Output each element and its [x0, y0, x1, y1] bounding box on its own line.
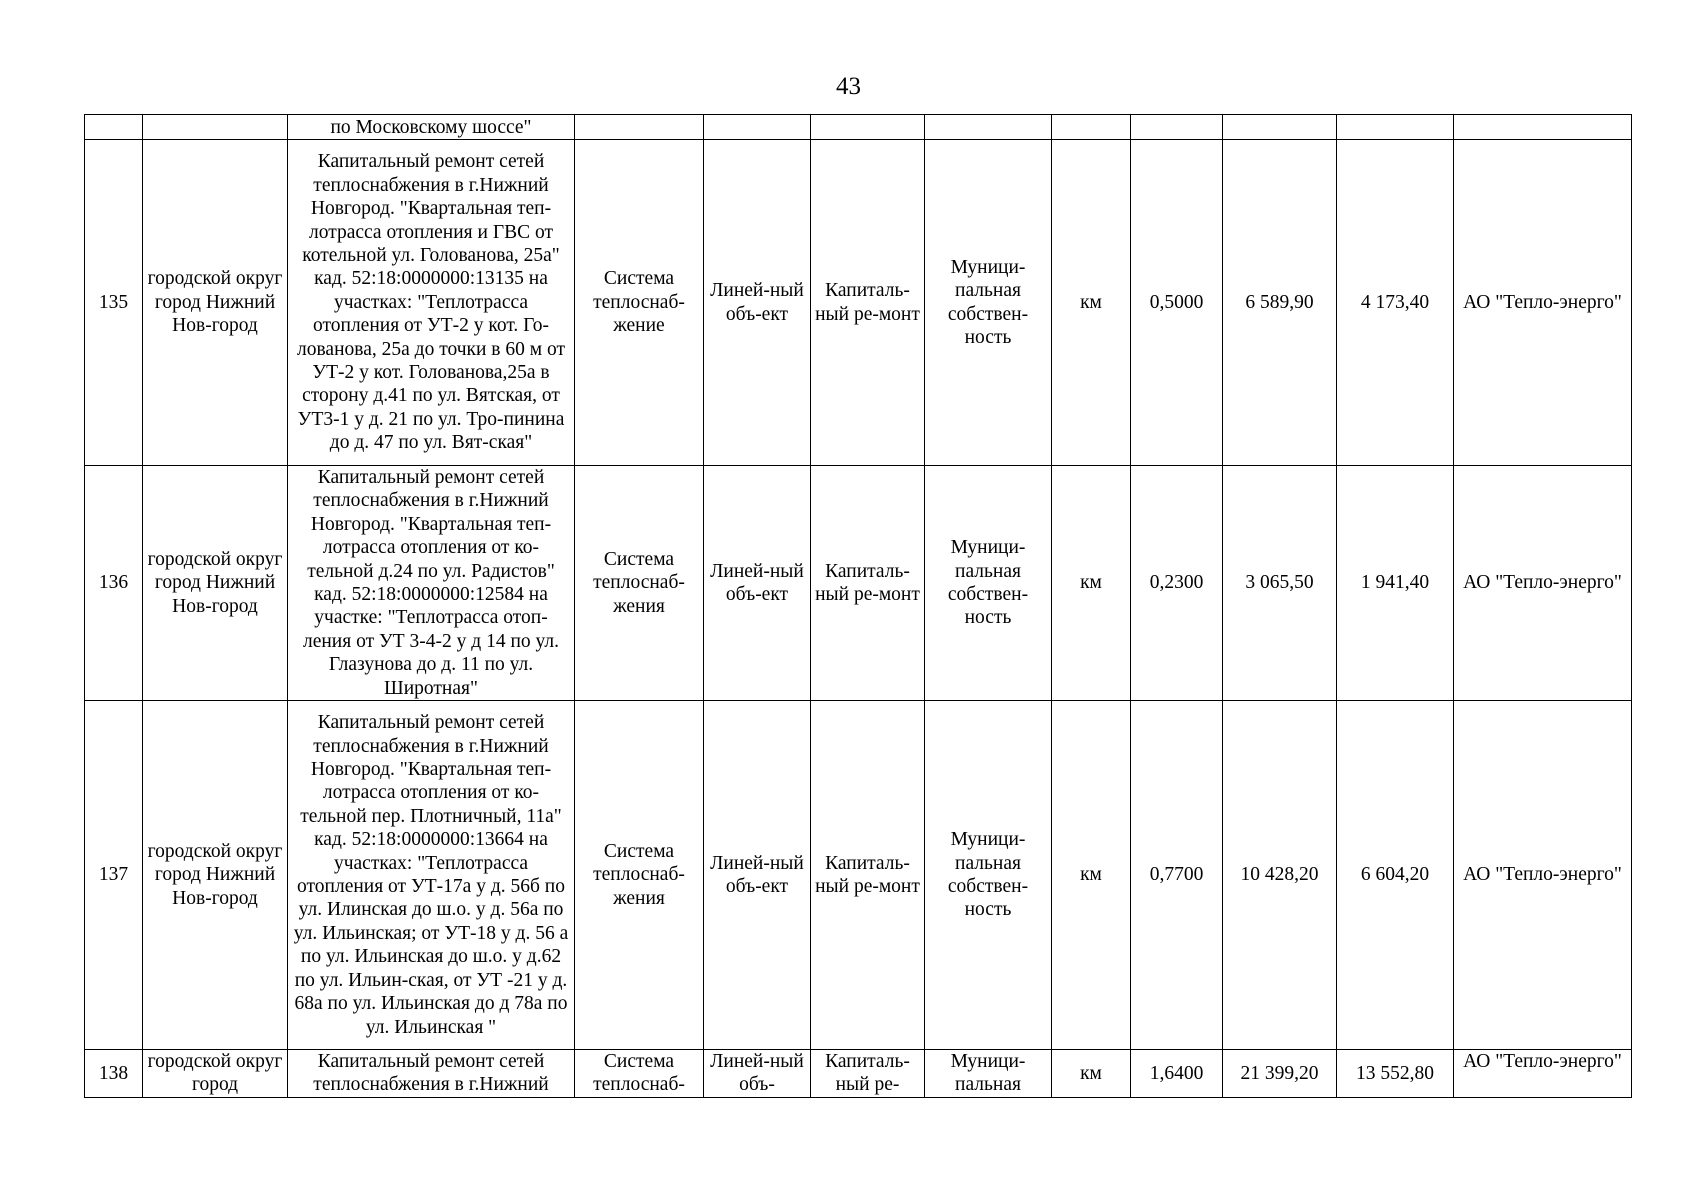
cell-territory: городской округ город Нижний Нов-город [143, 701, 288, 1050]
table-row [85, 701, 1632, 1050]
cell-system: Система теплоснаб-жения [575, 466, 704, 701]
cell-operator: АО "Тепло-энерго" [1454, 140, 1632, 466]
cell-object-type: Линей-ный объ-ект [704, 140, 811, 466]
table-row-continuation [85, 115, 1632, 140]
cell-operator [1454, 115, 1632, 140]
cell-operator: АО "Тепло-энерго" [1454, 1050, 1632, 1098]
cell-unit: км [1052, 140, 1131, 466]
cell-ownership: Муници-пальная собствен-ность [925, 140, 1052, 466]
cell-ownership: Муници-пальная собствен-ность [925, 701, 1052, 1050]
cell-cost-total [1223, 115, 1337, 140]
cell-length [1131, 115, 1223, 140]
cell-length: 0,7700 [1131, 701, 1223, 1050]
cell-cost-total: 6 589,90 [1223, 140, 1337, 466]
table-row [85, 140, 1632, 466]
cell-work-type: Капиталь-ный ре- [811, 1050, 925, 1098]
cell-work-type: Капиталь-ный ре-монт [811, 140, 925, 466]
cell-work-type: Капиталь-ный ре-монт [811, 701, 925, 1050]
cell-unit [1052, 115, 1131, 140]
cell-length: 0,2300 [1131, 466, 1223, 701]
cell-system: Система теплоснаб- [575, 1050, 704, 1098]
cell-system: Система теплоснаб-жения [575, 701, 704, 1050]
cell-num: 135 [85, 140, 143, 466]
cell-cost-2 [1337, 115, 1454, 140]
cell-work-type: Капиталь-ный ре-монт [811, 466, 925, 701]
table-row [85, 1050, 1632, 1098]
cell-cost-2: 1 941,40 [1337, 466, 1454, 701]
cell-ownership: Муници-пальная собствен-ность [925, 466, 1052, 701]
cell-description: по Московскому шоссе" [288, 115, 575, 140]
table-row [85, 466, 1632, 701]
cell-cost-total: 3 065,50 [1223, 466, 1337, 701]
cell-object-type: Линей-ный объ-ект [704, 701, 811, 1050]
cell-cost-total: 21 399,20 [1223, 1050, 1337, 1098]
cell-num: 137 [85, 701, 143, 1050]
cell-cost-2: 6 604,20 [1337, 701, 1454, 1050]
cell-territory: городской округ город Нижний Нов-город [143, 466, 288, 701]
cell-ownership: Муници-пальная [925, 1050, 1052, 1098]
cell-system [575, 115, 704, 140]
cell-cost-2: 13 552,80 [1337, 1050, 1454, 1098]
investment-program-table [84, 114, 1632, 1098]
cell-territory: городской округ город [143, 1050, 288, 1098]
cell-work-type [811, 115, 925, 140]
cell-object-type [704, 115, 811, 140]
cell-length: 0,5000 [1131, 140, 1223, 466]
page-number: 43 [836, 73, 861, 100]
cell-operator: АО "Тепло-энерго" [1454, 466, 1632, 701]
cell-description: Капитальный ремонт сетей теплоснабжения в г.Нижний Новгород. "Квартальная теп-лотрасса отопления от ко-тельной д.24 по ул. Радистов" кад. 52:18:0000000:12584 на участке: "Теплотрасса отоп-ления от УТ 3-4-2 у д 14 по ул. Глазунова до д. 11 по ул. Широтная" [288, 466, 575, 701]
cell-unit: км [1052, 466, 1131, 701]
cell-length: 1,6400 [1131, 1050, 1223, 1098]
cell-cost-2: 4 173,40 [1337, 140, 1454, 466]
cell-description: Капитальный ремонт сетей теплоснабжения в г.Нижний Новгород. "Квартальная теп-лотрасса отопления и ГВС от котельной ул. Голованова, 25а" кад. 52:18:0000000:13135 на участках: "Теплотрасса отопления от УТ-2 у кот. Го-лованова, 25а до точки в 60 м от УТ-2 у кот. Голованова,25а в сторону д.41 по ул. Вятская, от УТ3-1 у д. 21 по ул. Тро-пинина до д. 47 по ул. Вят-ская" [288, 140, 575, 466]
cell-num: 136 [85, 466, 143, 701]
cell-territory: городской округ город Нижний Нов-город [143, 140, 288, 466]
cell-unit: км [1052, 701, 1131, 1050]
cell-description: Капитальный ремонт сетей теплоснабжения в г.Нижний [288, 1050, 575, 1098]
cell-object-type: Линей-ный объ-ект [704, 466, 811, 701]
cell-object-type: Линей-ный объ- [704, 1050, 811, 1098]
cell-num: 138 [85, 1050, 143, 1098]
cell-ownership [925, 115, 1052, 140]
cell-operator: АО "Тепло-энерго" [1454, 701, 1632, 1050]
cell-cost-total: 10 428,20 [1223, 701, 1337, 1050]
cell-num [85, 115, 143, 140]
cell-unit: км [1052, 1050, 1131, 1098]
cell-system: Система теплоснаб-жение [575, 140, 704, 466]
cell-territory [143, 115, 288, 140]
cell-description: Капитальный ремонт сетей теплоснабжения в г.Нижний Новгород. "Квартальная теп-лотрасса отопления от ко-тельной пер. Плотничный, 11а" кад. 52:18:0000000:13664 на участках: "Теплотрасса отопления от УТ-17а у д. 56б по ул. Илинская до ш.о. у д. 56а по ул. Ильинская; от УТ-18 у д. 56 а по ул. Ильинская до ш.о. у д.62 по ул. Ильин-ская, от УТ -21 у д. 68а по ул. Ильинская до д 78а по ул. Ильинская " [288, 701, 575, 1050]
